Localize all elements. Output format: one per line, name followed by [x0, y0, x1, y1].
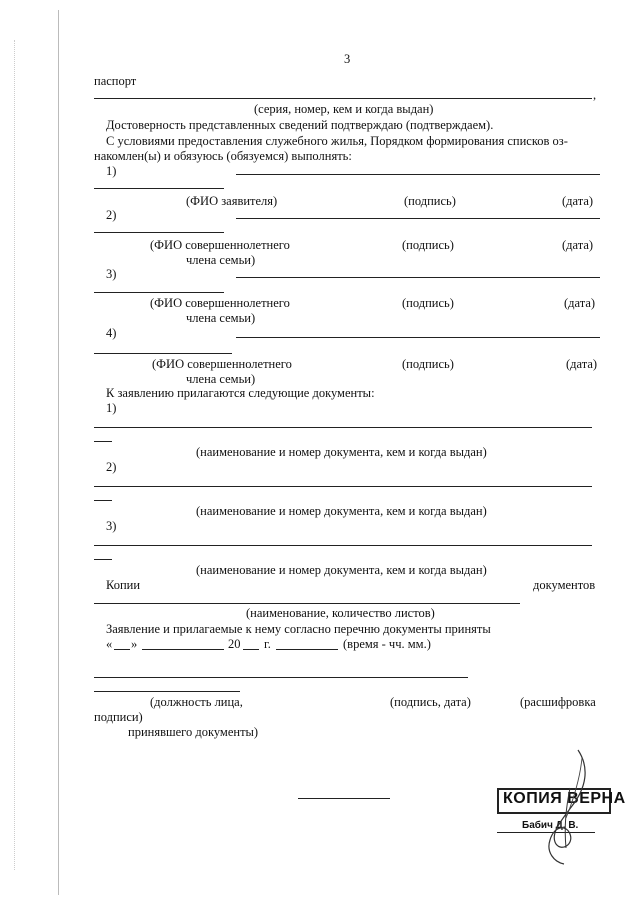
signatory-4-name-caption-2: члена семьи)	[186, 372, 256, 386]
signatory-4-name-caption: (ФИО совершеннолетнего	[152, 357, 292, 371]
signatory-4-line	[236, 337, 600, 338]
signatory-1-name-caption: (ФИО заявителя)	[186, 194, 278, 208]
official-decode-label: (расшифровка	[520, 695, 596, 709]
copies-line	[94, 603, 520, 604]
left-margin-line	[58, 10, 59, 895]
signatory-2-sign-caption: (подпись)	[402, 238, 454, 252]
signatory-3-date-caption: (дата)	[564, 296, 596, 310]
copies-label: Копии	[106, 578, 141, 592]
page-number: 3	[344, 52, 351, 66]
signatory-1-sign-caption: (подпись)	[404, 194, 456, 208]
signatory-1-number: 1)	[106, 164, 117, 178]
signatory-2-number: 2)	[106, 208, 117, 222]
acceptance-month-line	[142, 649, 224, 650]
official-position-label: (должность лица,	[150, 695, 243, 709]
bottom-signature-line	[298, 798, 390, 799]
official-decode-cont: подписи)	[94, 710, 143, 724]
signatory-3-sign-caption: (подпись)	[402, 296, 454, 310]
passport-caption: (серия, номер, кем и когда выдан)	[254, 102, 434, 116]
acceptance-year-prefix: 20	[228, 637, 241, 651]
signatory-2-name-caption-2: члена семьи)	[186, 253, 256, 267]
signatory-3-name-caption-2: члена семьи)	[186, 311, 256, 325]
documents-heading: К заявлению прилагаются следующие документы:	[106, 386, 375, 400]
copies-suffix: документов	[533, 578, 596, 592]
signatory-2-line	[236, 218, 600, 219]
acceptance-text: Заявление и прилагаемые к нему согласно перечню документы приняты	[106, 622, 491, 636]
signatory-4-date-caption: (дата)	[566, 357, 598, 371]
stamp-name: Бабич Д. В.	[522, 820, 579, 831]
acceptance-date-close: »	[131, 637, 138, 651]
acceptance-date-open: «	[106, 637, 113, 651]
left-margin-dots	[14, 40, 15, 870]
signatory-1-date-caption: (дата)	[562, 194, 594, 208]
acceptance-time-label: (время - чч. мм.)	[343, 637, 431, 651]
passport-comma: ,	[593, 88, 597, 102]
official-signature-line	[94, 677, 468, 678]
acceptance-year-suffix: г.	[264, 637, 271, 651]
signatory-2-date-caption: (дата)	[562, 238, 594, 252]
signatory-2-short-line	[94, 232, 224, 233]
document-1-short-line	[94, 441, 112, 442]
conditions-line-1: С условиями предоставления служебного жилья, Порядком формирования списков оз-	[106, 134, 568, 148]
passport-label: паспорт	[94, 74, 137, 88]
document-1-number: 1)	[106, 401, 117, 415]
signatory-3-line	[236, 277, 600, 278]
document-3-short-line	[94, 559, 112, 560]
signatory-4-number: 4)	[106, 326, 117, 340]
reliability-statement: Достоверность представленных сведений подтверждаю (подтверждаем).	[106, 118, 494, 132]
official-sign-date-label: (подпись, дата)	[390, 695, 471, 709]
stamp-title: КОПИЯ ВЕРНА	[503, 790, 626, 807]
document-3-line	[94, 545, 592, 546]
document-3-number: 3)	[106, 519, 117, 533]
conditions-line-2: накомлен(ы) и обязуюсь (обязуемся) выполнять:	[94, 149, 352, 163]
document-2-line	[94, 486, 592, 487]
document-3-caption: (наименование и номер документа, кем и когда выдан)	[196, 563, 487, 577]
handwritten-signature	[520, 748, 600, 868]
acceptance-day-line	[114, 649, 130, 650]
signatory-2-name-caption: (ФИО совершеннолетнего	[150, 238, 290, 252]
acceptance-year-line	[243, 649, 259, 650]
signatory-3-short-line	[94, 292, 224, 293]
signatory-4-short-line	[94, 353, 232, 354]
document-2-caption: (наименование и номер документа, кем и когда выдан)	[196, 504, 487, 518]
document-1-line	[94, 427, 592, 428]
copies-caption: (наименование, количество листов)	[246, 606, 435, 620]
passport-line	[94, 98, 592, 99]
signatory-3-name-caption: (ФИО совершеннолетнего	[150, 296, 290, 310]
official-accepted-label: принявшего документы)	[128, 725, 259, 739]
document-2-number: 2)	[106, 460, 117, 474]
signatory-4-sign-caption: (подпись)	[402, 357, 454, 371]
official-position-line	[94, 691, 240, 692]
signatory-1-line	[236, 174, 600, 175]
signatory-3-number: 3)	[106, 267, 117, 281]
document-1-caption: (наименование и номер документа, кем и когда выдан)	[196, 445, 487, 459]
acceptance-time-line	[276, 649, 338, 650]
signatory-1-short-line	[94, 188, 224, 189]
document-2-short-line	[94, 500, 112, 501]
